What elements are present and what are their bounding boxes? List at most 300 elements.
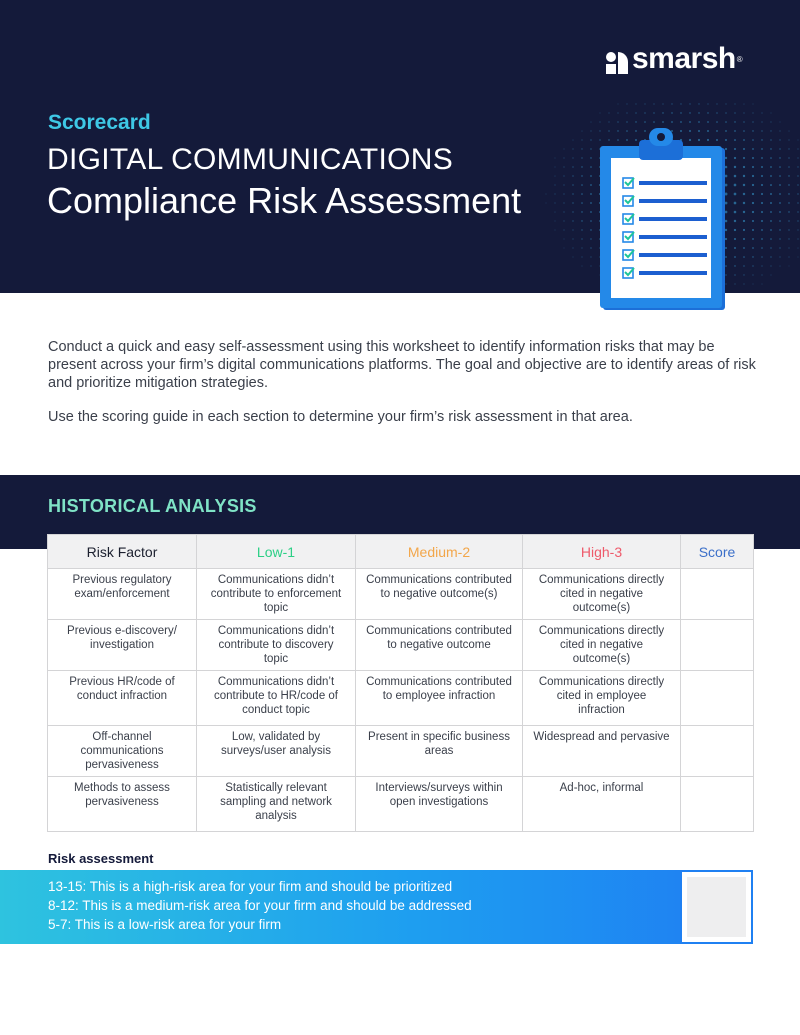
- decorative-dot: [797, 211, 798, 212]
- decorative-dot: [761, 247, 763, 249]
- decorative-dot: [788, 175, 789, 176]
- decorative-dot: [779, 175, 781, 177]
- decorative-dot: [563, 211, 564, 212]
- decorative-dot: [779, 202, 781, 204]
- decorative-dot: [689, 121, 691, 123]
- decorative-dot: [743, 202, 745, 204]
- decorative-dot: [734, 229, 736, 231]
- decorative-dot: [770, 139, 771, 140]
- decorative-dot: [734, 157, 736, 159]
- decorative-dot: [555, 176, 556, 177]
- decorative-dot: [743, 157, 745, 159]
- table-row: [48, 671, 754, 726]
- decorative-dot: [761, 193, 763, 195]
- decorative-dot: [590, 193, 592, 195]
- decorative-dot: [590, 148, 591, 149]
- cell-factor: Previous HR/code of conduct infraction: [48, 671, 197, 726]
- decorative-dot: [798, 149, 799, 150]
- cell-low: Communications didn’t contribute to discovery topic: [197, 620, 356, 671]
- decorative-dot: [752, 130, 753, 131]
- decorative-dot: [743, 130, 745, 132]
- decorative-dot: [752, 148, 754, 150]
- decorative-dot: [662, 103, 663, 104]
- total-score-box[interactable]: [680, 870, 753, 944]
- cell-low: Communications didn’t contribute to HR/code of conduct topic: [197, 671, 356, 726]
- intro-paragraph: Conduct a quick and easy self-assessment using this worksheet to identify information risks that may be present across your firm’s digital communications platforms. The goal and objective are to identify areas of risk and prioritize mitigation strategies.: [48, 339, 756, 391]
- decorative-dot: [743, 175, 745, 177]
- decorative-dot: [555, 167, 556, 168]
- cell-high: Communications directly cited in negative outcome(s): [523, 620, 681, 671]
- brand-name: smarsh: [632, 42, 736, 75]
- decorative-dot: [618, 113, 619, 114]
- decorative-dot: [761, 211, 763, 213]
- decorative-dot: [752, 139, 754, 141]
- decorative-dot: [770, 238, 772, 240]
- decorative-dot: [564, 239, 565, 240]
- decorative-dot: [788, 184, 789, 185]
- decorative-dot: [581, 202, 583, 204]
- decorative-dot: [770, 202, 772, 204]
- decorative-dot: [581, 247, 582, 248]
- decorative-dot: [573, 140, 574, 141]
- decorative-dot: [573, 239, 574, 240]
- decorative-dot: [590, 202, 592, 204]
- decorative-dot: [555, 158, 556, 159]
- decorative-dot: [698, 112, 699, 113]
- decorative-dot: [762, 113, 763, 114]
- decorative-dot: [680, 121, 682, 123]
- decorative-dot: [590, 247, 591, 248]
- decorative-dot: [743, 193, 745, 195]
- decorative-dot: [600, 122, 601, 123]
- table-row: [48, 620, 754, 671]
- decorative-dot: [572, 220, 573, 221]
- decorative-dot: [752, 220, 754, 222]
- decorative-dot: [752, 238, 754, 240]
- decorative-dot: [788, 193, 789, 194]
- decorative-dot: [752, 274, 753, 275]
- decorative-dot: [581, 166, 582, 167]
- decorative-dot: [761, 202, 763, 204]
- decorative-dot: [725, 112, 726, 113]
- decorative-dot: [770, 184, 772, 186]
- decorative-dot: [734, 247, 736, 249]
- decorative-dot: [590, 184, 592, 186]
- cell-score-input[interactable]: [681, 726, 754, 777]
- decorative-dot: [590, 229, 591, 230]
- intro-instruction: Use the scoring guide in each section to determine your firm’s risk assessment in that area.: [48, 409, 633, 425]
- decorative-dot: [671, 121, 673, 123]
- decorative-dot: [789, 140, 790, 141]
- decorative-dot: [590, 256, 591, 257]
- decorative-dot: [546, 194, 547, 195]
- decorative-dot: [590, 220, 592, 222]
- decorative-dot: [564, 248, 565, 249]
- decorative-dot: [752, 211, 754, 213]
- decorative-dot: [572, 193, 573, 194]
- decorative-dot: [590, 130, 591, 131]
- risk-level-low: 5-7: This is a low-risk area for your firm: [48, 917, 282, 932]
- decorative-dot: [770, 166, 772, 168]
- decorative-dot: [779, 220, 781, 222]
- decorative-dot: [744, 104, 745, 105]
- decorative-dot: [761, 148, 763, 150]
- page-title-line2: Compliance Risk Assessment: [47, 180, 522, 221]
- decorative-dot: [771, 122, 772, 123]
- decorative-dot: [743, 238, 745, 240]
- decorative-dot: [797, 166, 798, 167]
- decorative-dot: [788, 148, 789, 149]
- decorative-dot: [789, 131, 790, 132]
- risk-level-medium: 8-12: This is a medium-risk area for your firm and should be addressed: [48, 898, 472, 913]
- decorative-dot: [689, 112, 690, 113]
- decorative-dot: [743, 220, 745, 222]
- section-title: HISTORICAL ANALYSIS: [48, 496, 257, 516]
- decorative-dot: [734, 256, 736, 258]
- decorative-dot: [770, 193, 772, 195]
- decorative-dot: [644, 121, 646, 123]
- cell-factor: Methods to assess pervasiveness: [48, 777, 197, 832]
- decorative-dot: [689, 103, 690, 104]
- header-medium: Medium-2: [356, 535, 523, 569]
- decorative-dot: [753, 284, 754, 285]
- header-low: Low-1: [197, 535, 356, 569]
- decorative-dot: [563, 202, 564, 203]
- decorative-dot: [546, 203, 547, 204]
- decorative-dot: [761, 130, 762, 131]
- decorative-dot: [564, 221, 565, 222]
- decorative-dot: [798, 140, 799, 141]
- decorative-dot: [788, 202, 789, 203]
- decorative-dot: [617, 121, 618, 122]
- decorative-dot: [779, 184, 781, 186]
- decorative-dot: [761, 229, 763, 231]
- decorative-dot: [752, 166, 754, 168]
- decorative-dot: [734, 139, 736, 141]
- decorative-dot: [590, 166, 592, 168]
- decorative-dot: [743, 256, 745, 258]
- decorative-dot: [743, 121, 744, 122]
- decorative-dot: [716, 112, 717, 113]
- decorative-dot: [725, 121, 727, 123]
- decorative-dot: [734, 193, 737, 196]
- decorative-dot: [572, 229, 573, 230]
- decorative-dot: [771, 275, 772, 276]
- decorative-dot: [752, 247, 754, 249]
- decorative-dot: [743, 229, 745, 231]
- decorative-dot: [644, 112, 645, 113]
- decorative-dot: [752, 256, 753, 257]
- decorative-dot: [798, 257, 799, 258]
- decorative-dot: [779, 229, 780, 230]
- decorative-dot: [788, 166, 789, 167]
- decorative-dot: [608, 121, 609, 122]
- decorative-dot: [582, 131, 583, 132]
- decorative-dot: [563, 193, 564, 194]
- decorative-dot: [590, 211, 592, 213]
- decorative-dot: [555, 230, 556, 231]
- decorative-dot: [734, 202, 737, 205]
- decorative-dot: [780, 131, 781, 132]
- decorative-dot: [609, 113, 610, 114]
- cell-low: Communications didn’t contribute to enforcement topic: [197, 569, 356, 620]
- decorative-dot: [761, 256, 762, 257]
- decorative-dot: [797, 202, 798, 203]
- decorative-dot: [734, 112, 735, 113]
- decorative-dot: [735, 104, 736, 105]
- decorative-dot: [734, 274, 735, 275]
- decorative-dot: [626, 112, 627, 113]
- cell-factor: Previous e-discovery/ investigation: [48, 620, 197, 671]
- smarsh-logo-icon: [606, 44, 630, 74]
- decorative-dot: [770, 256, 771, 257]
- decorative-dot: [591, 122, 592, 123]
- decorative-dot: [662, 112, 663, 113]
- cell-factor: Off-channel communications pervasiveness: [48, 726, 197, 777]
- decorative-dot: [698, 103, 699, 104]
- total-score-field[interactable]: [687, 877, 746, 937]
- decorative-dot: [761, 184, 763, 186]
- decorative-dot: [564, 167, 565, 168]
- decorative-dot: [761, 238, 763, 240]
- decorative-dot: [618, 104, 619, 105]
- decorative-dot: [590, 238, 591, 239]
- decorative-dot: [797, 193, 798, 194]
- decorative-dot: [780, 122, 781, 123]
- decorative-dot: [743, 247, 745, 249]
- decorative-dot: [671, 103, 672, 104]
- decorative-dot: [590, 175, 592, 177]
- cell-factor: Previous regulatory exam/enforcement: [48, 569, 197, 620]
- decorative-dot: [743, 148, 745, 150]
- cell-score-input[interactable]: [681, 569, 754, 620]
- decorative-dot: [788, 247, 789, 248]
- decorative-dot: [752, 265, 753, 266]
- cell-high: Communications directly cited in employee infraction: [523, 671, 681, 726]
- decorative-dot: [752, 175, 754, 177]
- cell-high: Ad-hoc, informal: [523, 777, 681, 832]
- decorative-dot: [573, 248, 574, 249]
- decorative-dot: [761, 157, 763, 159]
- decorative-dot: [789, 266, 790, 267]
- decorative-dot: [788, 220, 789, 221]
- decorative-dot: [761, 121, 762, 122]
- decorative-dot: [779, 139, 780, 140]
- decorative-dot: [752, 121, 753, 122]
- decorative-dot: [725, 103, 726, 104]
- decorative-dot: [779, 193, 781, 195]
- cell-low: Low, validated by surveys/user analysis: [197, 726, 356, 777]
- decorative-dot: [581, 139, 582, 140]
- decorative-dot: [734, 238, 736, 240]
- decorative-dot: [797, 184, 798, 185]
- decorative-dot: [582, 266, 583, 267]
- risk-level-high: 13-15: This is a high-risk area for your firm and should be prioritized: [48, 879, 453, 894]
- decorative-dot: [636, 104, 637, 105]
- cell-medium: Present in specific business areas: [356, 726, 523, 777]
- decorative-dot: [635, 112, 636, 113]
- decorative-dot: [563, 175, 564, 176]
- decorative-dot: [555, 185, 556, 186]
- decorative-dot: [761, 265, 762, 266]
- decorative-dot: [770, 130, 771, 131]
- decorative-dot: [734, 175, 737, 178]
- decorative-dot: [572, 184, 573, 185]
- header-high: High-3: [523, 535, 681, 569]
- decorative-dot: [572, 157, 573, 158]
- decorative-dot: [680, 112, 681, 113]
- decorative-dot: [590, 139, 591, 140]
- decorative-dot: [734, 265, 735, 266]
- decorative-dot: [573, 149, 574, 150]
- decorative-dot: [707, 112, 708, 113]
- decorative-dot: [581, 184, 583, 186]
- clipboard-checklist-icon: [595, 128, 730, 313]
- decorative-dot: [779, 148, 780, 149]
- decorative-dot: [581, 193, 583, 195]
- decorative-dot: [716, 121, 718, 123]
- cell-score-input[interactable]: [681, 671, 754, 726]
- decorative-dot: [761, 166, 763, 168]
- decorative-dot: [555, 212, 556, 213]
- decorative-dot: [753, 113, 754, 114]
- decorative-dot: [572, 166, 573, 167]
- decorative-dot: [644, 103, 645, 104]
- risk-assessment-label: Risk assessment: [48, 851, 154, 866]
- decorative-dot: [797, 157, 798, 158]
- decorative-dot: [788, 157, 789, 158]
- cell-medium: Interviews/surveys within open investigations: [356, 777, 523, 832]
- decorative-dot: [572, 175, 573, 176]
- decorative-dot: [734, 166, 736, 168]
- decorative-dot: [627, 104, 628, 105]
- decorative-dot: [563, 184, 564, 185]
- decorative-dot: [761, 139, 762, 140]
- decorative-dot: [743, 265, 744, 266]
- table-header-row: [48, 535, 754, 569]
- decorative-dot: [581, 238, 582, 239]
- decorative-dot: [600, 113, 601, 114]
- decorative-dot: [555, 194, 556, 195]
- cell-high: Communications directly cited in negative outcome(s): [523, 569, 681, 620]
- decorative-dot: [788, 229, 789, 230]
- header-score: Score: [681, 535, 754, 569]
- decorative-dot: [555, 203, 556, 204]
- page-title-line1: DIGITAL COMMUNICATIONS: [47, 143, 454, 176]
- table-row: [48, 569, 754, 620]
- decorative-dot: [734, 184, 737, 187]
- decorative-dot: [743, 184, 745, 186]
- decorative-dot: [734, 130, 736, 132]
- decorative-dot: [779, 247, 780, 248]
- decorative-dot: [581, 220, 582, 221]
- cell-medium: Communications contributed to negative outcome: [356, 620, 523, 671]
- cell-low: Statistically relevant sampling and network analysis: [197, 777, 356, 832]
- decorative-dot: [734, 148, 736, 150]
- decorative-dot: [797, 220, 798, 221]
- table-row: [48, 777, 754, 832]
- decorative-dot: [581, 157, 582, 158]
- decorative-dot: [590, 157, 591, 158]
- registered-mark: ®: [736, 54, 743, 64]
- decorative-dot: [752, 229, 754, 231]
- decorative-dot: [707, 121, 709, 123]
- decorative-dot: [770, 157, 772, 159]
- decorative-dot: [582, 257, 583, 258]
- cell-score-input[interactable]: [681, 620, 754, 671]
- decorative-dot: [771, 113, 772, 114]
- decorative-dot: [555, 221, 556, 222]
- decorative-dot: [564, 230, 565, 231]
- decorative-dot: [770, 175, 772, 177]
- cell-score-input[interactable]: [681, 777, 754, 832]
- decorative-dot: [743, 274, 744, 275]
- decorative-dot: [797, 175, 798, 176]
- decorative-dot: [626, 121, 627, 122]
- decorative-dot: [762, 284, 763, 285]
- decorative-dot: [581, 211, 582, 212]
- decorative-dot: [564, 158, 565, 159]
- decorative-dot: [735, 284, 736, 285]
- decorative-dot: [734, 220, 736, 222]
- decorative-dot: [779, 166, 781, 168]
- decorative-dot: [734, 121, 735, 122]
- decorative-dot: [743, 139, 745, 141]
- decorative-dot: [671, 112, 672, 113]
- decorative-dot: [716, 103, 717, 104]
- decorative-dot: [734, 211, 737, 214]
- decorative-dot: [653, 112, 654, 113]
- decorative-dot: [770, 148, 771, 149]
- decorative-dot: [798, 248, 799, 249]
- risk-factor-table: [47, 534, 754, 832]
- page-eyebrow: Scorecard: [48, 111, 151, 134]
- decorative-dot: [761, 175, 763, 177]
- decorative-dot: [635, 121, 636, 122]
- decorative-dot: [770, 229, 772, 231]
- decorative-dot: [788, 211, 789, 212]
- decorative-dot: [680, 103, 681, 104]
- cell-medium: Communications contributed to negative outcome(s): [356, 569, 523, 620]
- decorative-dot: [744, 284, 745, 285]
- decorative-dot: [752, 184, 754, 186]
- decorative-dot: [752, 193, 754, 195]
- decorative-dot: [743, 112, 744, 113]
- decorative-dot: [707, 103, 708, 104]
- table-row: [48, 726, 754, 777]
- decorative-dot: [698, 121, 700, 123]
- decorative-dot: [653, 121, 655, 123]
- decorative-dot: [591, 266, 592, 267]
- cell-medium: Communications contributed to employee infraction: [356, 671, 523, 726]
- decorative-dot: [779, 238, 780, 239]
- decorative-dot: [573, 257, 574, 258]
- header-risk-factor: Risk Factor: [48, 535, 197, 569]
- decorative-dot: [572, 211, 573, 212]
- decorative-dot: [743, 211, 745, 213]
- decorative-dot: [770, 211, 772, 213]
- decorative-dot: [770, 247, 771, 248]
- decorative-dot: [789, 257, 790, 258]
- decorative-dot: [779, 211, 781, 213]
- decorative-dot: [780, 266, 781, 267]
- decorative-dot: [771, 266, 772, 267]
- decorative-dot: [753, 104, 754, 105]
- cell-high: Widespread and pervasive: [523, 726, 681, 777]
- decorative-dot: [779, 157, 780, 158]
- decorative-dot: [797, 229, 798, 230]
- decorative-dot: [788, 238, 789, 239]
